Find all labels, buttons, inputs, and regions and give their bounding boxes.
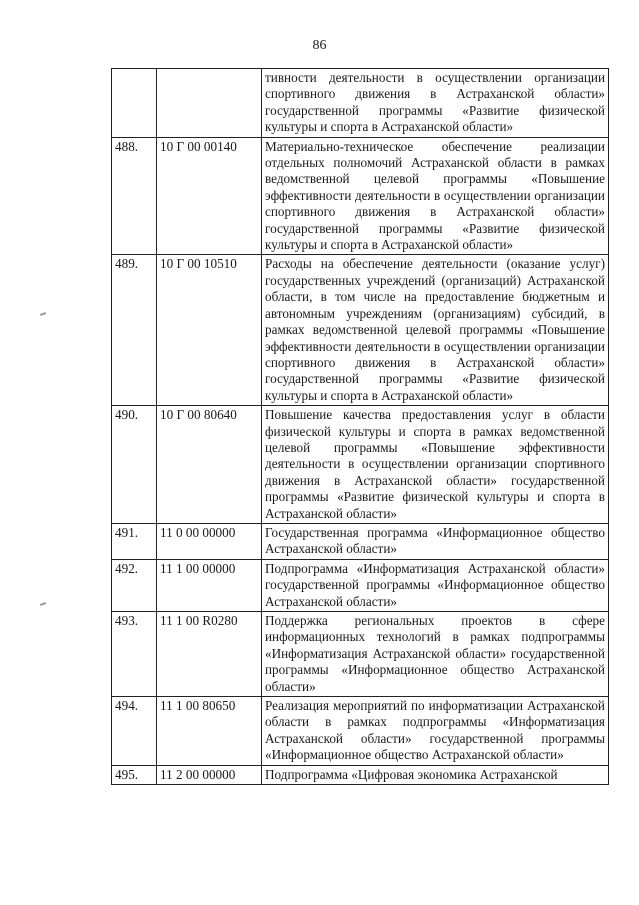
table-row xyxy=(112,612,609,697)
row-number xyxy=(112,69,157,138)
row-description: Подпрограмма «Цифровая экономика Астраханской xyxy=(262,765,609,784)
row-description: Поддержка региональных проектов в сфере информационных технологий в рамках подпрограммы «Информатизация Астраханской области» государственной программы «Информационное общество Астраханской области» xyxy=(262,612,609,697)
budget-code: 11 2 00 00000 xyxy=(157,765,262,784)
table-row xyxy=(112,406,609,524)
table-row xyxy=(112,765,609,784)
row-description: Повышение качества предоставления услуг в области физической культуры и спорта в рамках ведомственной целевой программы «Повышение эффективности деятельности в осуществлении организации спортивного движения в Астраханской области» государственной программы «Развитие физической культуры и спорта в Астраханской области» xyxy=(262,406,609,524)
row-description: Реализация мероприятий по информатизации Астраханской области в рамках подпрограммы «Информатизация Астраханской области» государственной программы «Информационное общество Астраханской области» xyxy=(262,697,609,766)
table-row xyxy=(112,255,609,406)
row-description: Расходы на обеспечение деятельности (оказание услуг) государственных учреждений (организаций) Астраханской области, в том числе на предоставление бюджетным и автономным учреждениям (организациям) субсидий, в рамках ведомственной целевой программы «Повышение эффективности деятельности в осуществлении организации спортивного движения в Астраханской области» государственной программы «Развитие физической культуры и спорта в Астраханской области» xyxy=(262,255,609,406)
budget-code: 10 Г 00 00140 xyxy=(157,137,262,255)
page-number: 86 xyxy=(312,38,327,53)
row-number: 488. xyxy=(112,137,157,255)
row-number: 494. xyxy=(112,697,157,766)
row-number: 489. xyxy=(112,255,157,406)
table-row xyxy=(112,69,609,138)
row-number: 490. xyxy=(112,406,157,524)
budget-code: 10 Г 00 80640 xyxy=(157,406,262,524)
table-row xyxy=(112,523,609,559)
scan-mark xyxy=(40,602,46,606)
budget-code: 11 1 00 R0280 xyxy=(157,612,262,697)
row-number: 495. xyxy=(112,765,157,784)
row-number: 492. xyxy=(112,559,157,611)
budget-code: 10 Г 00 10510 xyxy=(157,255,262,406)
row-number: 493. xyxy=(112,612,157,697)
budget-code: 11 1 00 00000 xyxy=(157,559,262,611)
row-description: Государственная программа «Информационное общество Астраханской области» xyxy=(262,523,609,559)
scan-mark xyxy=(40,312,46,316)
table-row xyxy=(112,559,609,611)
row-number: 491. xyxy=(112,523,157,559)
budget-code xyxy=(157,69,262,138)
classification-table xyxy=(111,68,609,785)
table-row xyxy=(112,137,609,255)
table-row xyxy=(112,697,609,766)
budget-code: 11 1 00 80650 xyxy=(157,697,262,766)
row-description: Подпрограмма «Информатизация Астраханской области» государственной программы «Информационное общество Астраханской области» xyxy=(262,559,609,611)
budget-code: 11 0 00 00000 xyxy=(157,523,262,559)
row-description: Материально-техническое обеспечение реализации отдельных полномочий Астраханской области в рамках ведомственной целевой программы «Повышение эффективности деятельности в осуществлении организации спортивного движения в Астраханской области» государственной программы «Развитие физической культуры и спорта в Астраханской области» xyxy=(262,137,609,255)
row-description: тивности деятельности в осуществлении организации спортивного движения в Астраханской области» государственной программы «Развитие физической культуры и спорта в Астраханской области» xyxy=(262,69,609,138)
